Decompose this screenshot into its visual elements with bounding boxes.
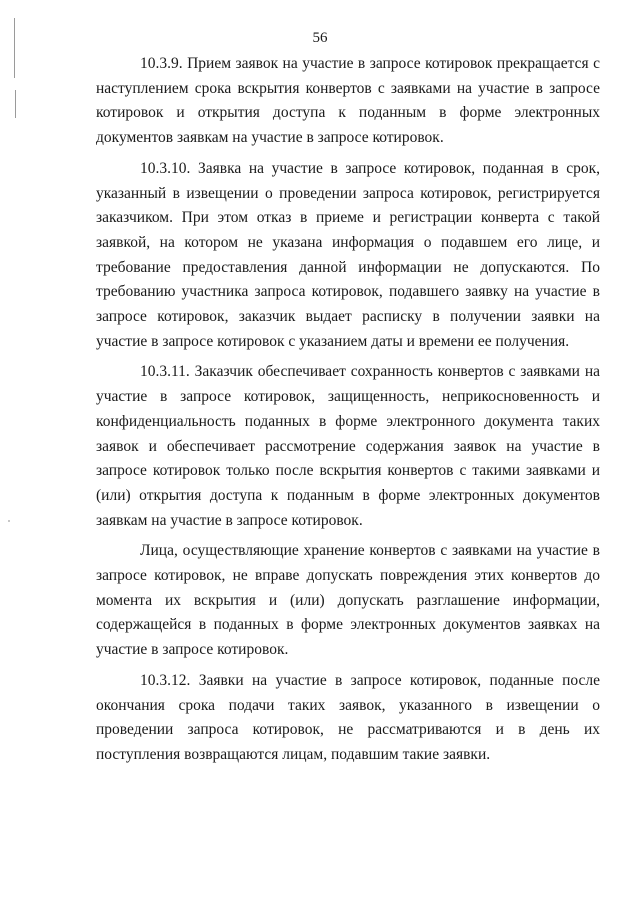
scan-speck (8, 520, 10, 522)
paragraph-10-3-10: 10.3.10. Заявка на участие в запросе котировок, поданная в срок, указанный в извещении о проведении запроса котировок, регистрируется заказчиком. При этом отказ в приеме и регистрации конверта с такой заявкой, на котором не указана информация о подавшем его лице, и требование предоставления данной информации не допускаются. По требованию участника запроса котировок, подавшего заявку на участие в запросе котировок, заказчик выдает расписку в получении заявки на участие в запросе котировок с указанием даты и времени ее получения. (96, 159, 600, 350)
scan-edge-line (14, 18, 15, 78)
page-number: 56 (312, 30, 328, 46)
paragraph-10-3-9: 10.3.9. Прием заявок на участие в запросе котировок прекращается с наступлением срока вскрытия конвертов с заявками на участие в запросе котировок и открытия доступа к поданным в форме электронных документов заявкам на участие в запросе котировок. (96, 55, 600, 147)
document-body (96, 52, 600, 774)
scan-edge-line (15, 90, 16, 118)
paragraph-10-3-11: 10.3.11. Заказчик обеспечивает сохранность конвертов с заявками на участие в запросе котировок, защищенность, неприкосновенность и конфиденциальность поданных в форме электронного документа таких заявок и обеспечивает рассмотрение содержания заявок на участие в запросе котировок только после вскрытия конвертов с такими заявками и (или) открытия доступа к поданным в форме электронных документов заявкам на участие в запросе котировок. (96, 363, 600, 529)
paragraph-10-3-12: 10.3.12. Заявки на участие в запросе котировок, поданные после окончания срока подачи таких заявок, указанного в извещении о проведении запроса котировок, не рассматриваются и в день их поступления возвращаются лицам, подавшим такие заявки. (96, 671, 600, 763)
paragraph-storage-persons: Лица, осуществляющие хранение конвертов с заявками на участие в запросе котировок, не вправе допускать повреждения этих конвертов до момента их вскрытия и (или) допускать разглашение информации, содержащейся в поданных в форме электронных документов заявках на участие в запросе котировок. (96, 542, 600, 659)
